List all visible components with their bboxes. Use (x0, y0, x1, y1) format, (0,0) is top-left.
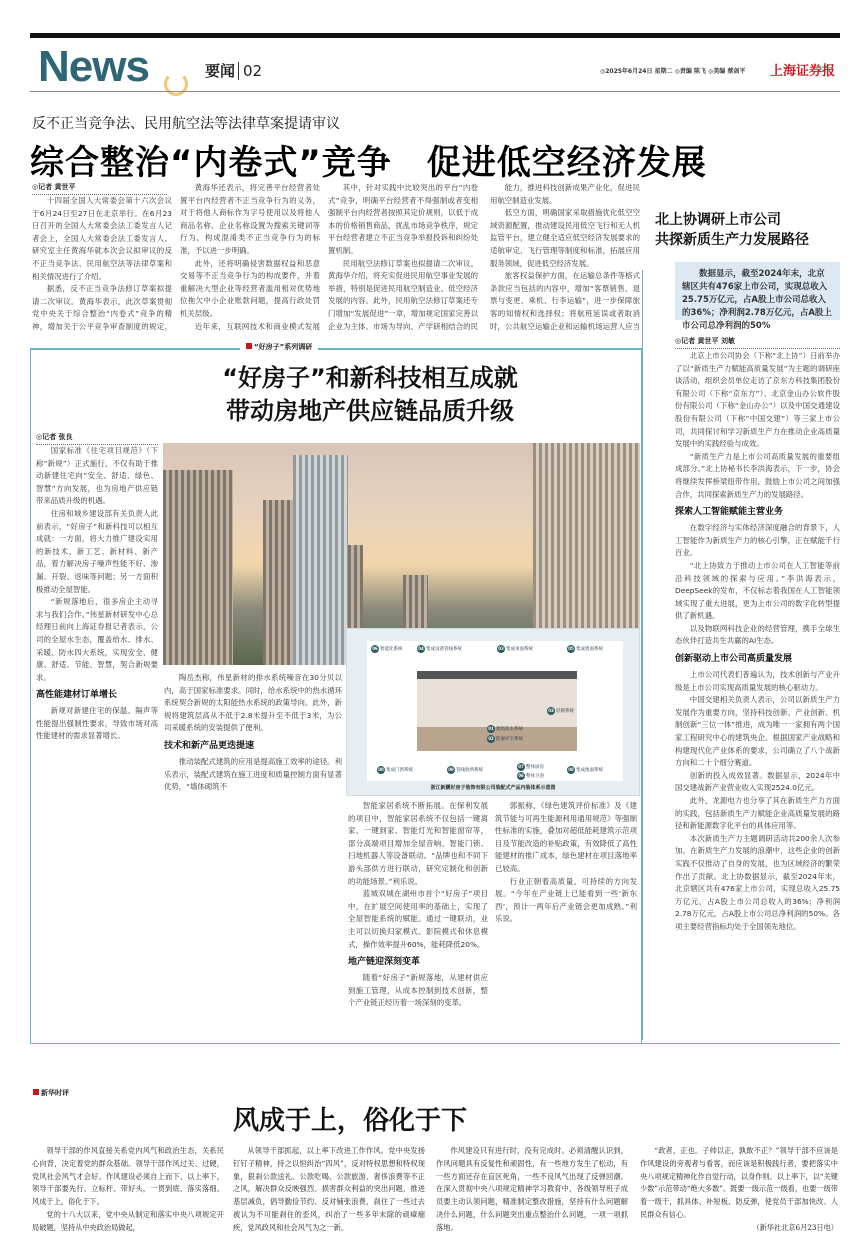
right-section-2 (675, 669, 840, 933)
feature-subhead-3: 地产链迎深刻变革 (348, 957, 421, 968)
section-name: 要闻 (205, 62, 236, 80)
feature-mid-text-2 (164, 756, 342, 794)
page-number: 02 (238, 62, 262, 80)
top-rule (30, 33, 840, 38)
paragraph: 行业正朝着高质量、可持续的方向发展。“今年在产业链上已能看到一些‘新东西’，预计一两年后产业链会更加成熟。”利乐说。 (495, 876, 637, 924)
lead-kicker: 反不正当竞争法、民用航空法等法律草案提请审议 (32, 116, 340, 132)
paragraph: 党的十八大以来，党中央从制定和落实中央八项规定开局破题，坚持从中央政治局做起， (32, 1209, 224, 1232)
label-text: 整体厨房 (526, 765, 544, 770)
label-text: 轻钢系统 (556, 709, 574, 714)
paragraph: 上市公司代表们普遍认为，技术创新与产业升级是上市公司实现高质量发展的核心驱动力。 (675, 670, 840, 692)
diagram-label (497, 645, 533, 653)
paragraph: 从领导干部抓起，以上率下改进工作作风。党中央发扬钉钉子精神，持之以恒纠治“四风”，反对特权思想和特权现象，狠刹公款送礼、公款吃喝、公款旅游、奢侈浪费等不正之风，解决群众反映强烈、损害群众利益的突出问题，推进基层减负，倡导勤俭节约、反对铺张浪费，刹住了一些过去被认为不可能刹住的歪风，纠治了一些多年未除的顽瘴痼疾，党风政风和社会风气为之一新。 (233, 1146, 425, 1232)
paragraph: 陶岳杰称，伟星新材的排水系统噪音在30分贝以内，高于国家标准要求。同时，给水系统中的热水循环系统契合新规的太阳能热水系统的政策导向。此外，新规将建筑层高从不低于2.8米提升至不低于3米，为公司采暖系统的安装提供了便利。 (164, 673, 342, 733)
paragraph: “政者，正也。子帅以正，孰敢不正？”领导干部不应该是作风建设的旁观者与看客，而应该是积极践行者，要把落实中央八项规定精神化作自觉行动，以身作则、以上率下，以“关键少数”示范带动“绝大多数”。既要一级示范一级看，也要一级带着一级干，抓具体、补短板、防反弹，使党员干部加快改、人民群众有信心。 (640, 1146, 838, 1219)
red-square-icon (33, 1089, 39, 1095)
feature-col3-text (348, 800, 488, 951)
lead-column-1 (32, 195, 172, 335)
lead-headline: 综合整治“内卷式”竞争 促进低空经济发展 (30, 143, 707, 183)
diagram-canvas (367, 641, 623, 781)
paragraph: 此外，龙源电力也分享了其在新质生产力方面的实践，包括新质生产力赋能企业高质量发展的路径和新能源数字化平台的具体应用等。 (675, 796, 840, 831)
lead-column-4 (490, 182, 640, 332)
label-number: 06 (518, 773, 524, 778)
paragraph: 据悉，反不正当竞争法修订草案拟提请二次审议。黄海华表示，此次草案贯彻党中央关于综合整治“内卷式”竞争的精神，增加关于公平竞争审查制度的规定， (32, 284, 172, 331)
commentary-col4-text (640, 1145, 838, 1222)
label-text: 防渗护卫系统 (496, 737, 523, 742)
right-headline (655, 210, 809, 250)
right-byline: ◎记者 黄世平 刘敏 (675, 336, 840, 349)
series-label: “好房子”系列调研 (254, 343, 313, 351)
right-intro (675, 350, 840, 501)
feature-headline-line1: “好房子”和新科技相互成就 (222, 364, 518, 392)
diagram-label (547, 707, 574, 715)
diagram-label (517, 763, 544, 771)
feature-headline (140, 362, 600, 428)
paragraph: 低空方面，明确国家采取措施优化低空空域资源配置，推动建设民用低空飞行和无人机监管平台，建立健全适应低空经济发展要求的适航审定、飞行管理等制度和标准，拓展应用服务领域，促进低空经济发展。 (490, 208, 640, 268)
label-text: 智能化系统 (380, 647, 403, 652)
masthead-logo: 上海证券报 (770, 64, 836, 79)
feature-col3-text-2 (348, 972, 488, 1010)
commentary-col-1 (32, 1145, 224, 1245)
paragraph: 近年来，互联网技术和商业模式发展 (194, 321, 320, 331)
feature-mid-text (164, 672, 342, 735)
diagram-label (517, 772, 544, 780)
diagram-label (487, 735, 523, 743)
paragraph: 能力，推进科技创新成果产业化，促进民用航空制造业发展。 (490, 183, 640, 205)
label-number: 08 (378, 767, 384, 772)
feature-col-3 (348, 800, 488, 1037)
commentary-headline: 风成于上，俗化于下 (232, 1106, 467, 1136)
label-number: 04 (418, 646, 424, 651)
paragraph: 领导干部的作风直接关系党内风气和政治生态，关系民心向背，决定着党的群众基础。领导干部作风过关、过硬，党风社会风气才会好。作风建设必须自上而下、以上率下，领导干部要先行、立标杆、带好头，一贯到底、落实落细。风成于上，俗化于下。 (32, 1146, 224, 1207)
paragraph: 住房和城乡建设部有关负责人此前表示，“好房子”和新科技可以相互成就：一方面，将大力推广建设实用的新技术、新工艺、新材料、新产品，着力解决房子噪声性能不好、渗漏、开裂、返味等问题；另一方面积极推动全屋智能。 (36, 508, 158, 594)
paragraph: 推动装配式建筑的应用是提高施工效率的途径。利乐表示，装配式建筑在施工进度和质量控制方面有显著优势，“墙体砌筑不 (164, 756, 342, 792)
feature-left-text-2 (36, 705, 158, 743)
right-headline-line2: 共探新质生产力发展路径 (655, 232, 809, 248)
paragraph: 创新的投入成效显著。数据显示，2024年中国交建战新产业营业收入实现2524.0亿元。 (675, 770, 840, 793)
right-article (675, 350, 840, 1245)
label-number: 08 (568, 767, 574, 772)
label-number: 02 (488, 736, 494, 741)
lead-column-3 (328, 182, 478, 332)
label-number: 03 (548, 708, 554, 713)
paragraph: 十四届全国人大常委会第十六次会议于6月24日至27日在北京举行。在6月23日召开的全国人大常委会法工委发言人记者会上，全国人大常委会法工委发言人、研究室主任黄海华就本次会议拟审议的反不正当竞争法、民用航空法等法律草案和相关情况进行了介绍。 (32, 196, 172, 281)
paragraph: 黄海华还表示，将完善平台经营者处置平台内经营者不正当竞争行为的义务，对于将他人商标作为字号使用以及将他人商品名称、企业名称设置为搜索关键词等行为，构成混淆类不正当竞争行为的标准，予以进一步明确。 (180, 183, 320, 255)
feature-headline-line2: 带动房地产供应链品质升级 (226, 397, 514, 425)
commentary-rule (30, 1043, 840, 1044)
lead-column-2 (180, 182, 320, 332)
feature-left-text (36, 445, 158, 684)
section-label (205, 60, 262, 81)
feature-subhead-2: 技术和新产品更迭提速 (164, 740, 255, 751)
paragraph: “新质生产力是上市公司高质量发展的重要组成部分。”北上协秘书长李洪海表示，下一步，协会将继续发挥桥梁纽带作用，鼓励上市公司之间加强合作，共同探索新质生产力的发展路径。 (675, 451, 840, 499)
paragraph: 其中，针对实践中比较突出的平台“内卷式”竞争，明确平台经营者不得强制或者变相强制平台内经营者按照其定价规则，以低于成本的价格销售商品，扰乱市场竞争秩序，规定平台经营者建立不正当竞争举报投诉和纠纷处置机制。 (328, 183, 478, 255)
feature-byline: ◎记者 张良 (36, 432, 158, 445)
prefab-system-diagram (346, 628, 640, 796)
paragraph: 智能家居系统不断拓展。在保利发展的项目中，智能家居系统不仅包括一键离家、一键到家、智能灯光和智能窗帘等，部分高端项目增加全屋音响、智能门锁、扫地机器人等设备联动。“品牌也和不同下游头部供方进行联动，研究定制化和创新的功能场景。”利乐说。 (348, 801, 488, 886)
feature-left-column (36, 445, 158, 1035)
news-logo: News (38, 42, 149, 91)
paragraph: 此外，还将明确侵害数据权益和恶意交易等不正当竞争行为的构成要件，并着重解决大型企业等经营者滥用相对优势地位拖欠中小企业账款问题，提高行政处罚机关层级。 (180, 258, 320, 318)
label-text: 集成墙面系统 (576, 647, 603, 652)
feature-col4-text (495, 800, 637, 876)
commentary-source: （新华社北京6月23日电） (752, 1222, 838, 1232)
label-number: 06 (372, 646, 378, 651)
paragraph: 本次新质生产力主题调研活动共200余人次参加。在新质生产力发展的浪潮中，这些企业的创新实践不仅推动了自身的发展，也为区域经济的繁荣作出了贡献。北上协数据显示，截至2024年末，北京辖区共有476家上市公司，实现总收入25.75万亿元，占A股上市公司总收入的36%；净利润2.78万亿元，占A股上市公司总净利润的50%。各项主要经营指标均处于全国领先地位。 (675, 833, 840, 931)
label-number: 03 (498, 646, 504, 651)
feature-mid-column (164, 672, 342, 1037)
right-subhead-1: 探索人工智能赋能主营业务 (675, 507, 784, 518)
diagram-label (567, 766, 603, 774)
paragraph: “北上协致力于推动上市公司在人工智能等前沿科技领域的探索与应用。”李洪海表示，DeepSeek的发布，不仅标志着我国在人工智能领域实现了重大进展，更为上市公司的数字化转型提供了新机遇。 (675, 560, 840, 621)
commentary-col-2 (233, 1145, 425, 1245)
paragraph: 在数字经济与实体经济深度融合的背景下，人工智能作为新质生产力的核心引擎，正在赋能千行百业。 (675, 523, 840, 558)
speech-bubble-icon (164, 72, 188, 96)
red-square-icon (246, 343, 252, 349)
header-rule (30, 91, 840, 92)
diagram-label (371, 645, 403, 653)
right-headline-line1: 北上协调研上市公司 (655, 212, 781, 228)
label-number: 07 (518, 764, 524, 769)
diagram-label (567, 645, 603, 653)
feature-col4-text-2 (495, 876, 637, 926)
label-text: 集成顶面系统 (506, 647, 533, 652)
label-text: 建筑防水系统 (496, 727, 523, 732)
feature-subhead-1: 高性能建材订单增长 (36, 690, 118, 701)
paragraph: 民用航空法修订草案也拟提请二次审议。黄海华介绍，将充实促进民用航空事业发展的举措，特别是促进民用航空制造业、低空经济发展的内容。此外，民用航空法修订草案还专门增加“发展促进”一章，增加规定国家完善以企业为主体、市场为导向、产学研相结合的民 (328, 258, 478, 331)
paragraph: 以及物联网科技企业的经营管理，携手全球生态伙伴打造共生共赢的AI生态。 (675, 623, 840, 646)
label-text: 管线收纳系统 (456, 768, 483, 773)
paragraph: 作风建设只有进行时，没有完成时。必须清醒认识到，作风问题具有反复性和顽固性，有一些地方发生了松动，有一些方面还存在盲区死角，一些不良风气出现了反弹回潮。在深入贯彻中央八项规定精神学习教育中，各级领导班子成员要主动认领问题，精准制定整改措施，坚持有什么问题解决什么问题，什么问题突出重点整治什么问题，一项一项抓落地。 (436, 1146, 628, 1232)
diagram-label (377, 766, 413, 774)
series-banner (240, 342, 318, 352)
diagram-label (417, 645, 462, 653)
label-text: 集成门窗系统 (386, 768, 413, 773)
dateline: ◎2025年6月24日 星期二 ◎责编 陈飞 ◎美编 蔡剑平 (600, 68, 746, 75)
label-number: 09 (448, 767, 454, 772)
paragraph: 中国交建相关负责人表示，公司以新质生产力发展作为重要方向，坚持科技创新、产业创新、机制创新“三位一体”推进，成为唯一一家拥有两个国家工程研究中心的建筑央企。根据国家产业战略和构建现代化产业体系的要求，公司确立了八个战新方向和二十个细分赛道。 (675, 695, 840, 768)
label-text: 整体卫浴 (526, 774, 544, 779)
feature-rule (30, 348, 642, 350)
right-subhead-2: 创新驱动上市公司高质量发展 (675, 654, 793, 665)
paragraph: 蓝城双城在湖州市首个“好房子”项目中，在扩展空间使用率的基础上，实现了全屋智能系统的赋能。通过一键联动，业主可以切换归家模式、影院模式和休息模式，操作效率提升60%，能耗降低20%。 (348, 889, 488, 949)
commentary-col-3 (436, 1145, 628, 1245)
diagram-label (447, 766, 483, 774)
paragraph: 北京上市公司协会（下称“北上协”）日前举办了以“新质生产力赋能高质量发展”为主题的调研座谈活动，组织会员单位走访了京东方科技集团股份有限公司（下称“京东方”）、北京金山办公软件股份有限公司（下称“金山办公”）以及中国交通建设股份有限公司（下称“中国交建”）等三家上市公司，共同探讨和学习新质生产力在推动企业高质量发展中的实践经验与成效。 (675, 351, 840, 449)
right-section-1 (675, 522, 840, 648)
label-text: 集成设备管线系统 (426, 647, 462, 652)
label-text: 集成地面系统 (576, 768, 603, 773)
label-number: 01 (488, 726, 494, 731)
paragraph: 随着“好房子”新规落地，从建材供应到施工管理，从成本控制到技术创新，整个产业链正经历着一场深刻的变革。 (348, 973, 488, 1008)
lead-byline: ◎记者 黄世平 (32, 182, 167, 195)
paragraph: 国家标准《住宅项目规范》（下称“新规”）正式施行，不仅有助于推动新建住宅向“安全、舒适、绿色、智慧”方向发展，也为房地产供应链带来品质升级的机遇。 (36, 446, 158, 506)
label-number: 05 (568, 646, 574, 651)
paragraph: 旅客权益保护方面，在运输总条件等格式条款应当包括的内容中，增加“客票销售、退票与变更、乘机、行李运输”，进一步保障旅客的知情权和选择权；将航班延误或者取消时，公共航空运输企业和运输机场运营人应当 (490, 271, 640, 331)
paragraph: 新规对新建住宅的保温、隔声等性能提出强制性要求，导致市场对高性能建材的需求显著增长。 (36, 706, 158, 741)
commentary-tag (33, 1088, 69, 1098)
diagram-label (487, 725, 523, 733)
summary-box: 数据显示，截至2024年末，北京辖区共有476家上市公司，实现总收入25.75万亿元，占A股上市公司总收入的36%；净利润2.78万亿元，占A股上市公司总净利润的50% (675, 262, 840, 320)
feature-col-4 (495, 800, 637, 1037)
commentary-col-4 (640, 1145, 838, 1245)
paragraph: “新规落地后，很多房企主动寻求与我们合作。”伟星新材研发中心总经理日前向上海证券报记者表示，公司的全屋水生态，覆盖给水、排水、采暖、防水四大系统，实现安全、健康、舒适、节能、智慧，契合新规要求。 (36, 597, 158, 682)
commentary-tag-label: 新华时评 (41, 1089, 69, 1097)
paragraph: 郭振称，《绿色建筑评价标准》及《建筑节能与可再生能源利用通用规范》等强制性标准的实施，叠加对超低能耗建筑示范项目及节能改造的补贴政策，有效降低了高性能建材的推广成本，绿色建材在项目落地率已较高。 (495, 801, 637, 873)
diagram-caption: 浙江新鹏好房子装饰有限公司装配式产品内装体系示意图 (430, 785, 556, 791)
column-divider (642, 270, 643, 1040)
